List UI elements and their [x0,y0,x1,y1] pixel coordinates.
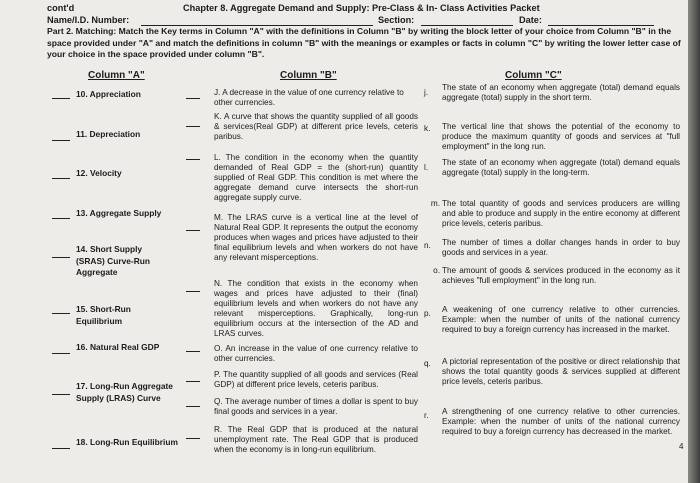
answer-blank-b[interactable] [186,438,200,439]
meaning-8: A pictorial representation of the positive or direct relationship that shows the total quantity goods & services supplied at different price levels, ceteris paribus. [442,357,680,386]
letter-l: l. [424,163,429,172]
term-lras-curve: 17. Long-Run Aggregate Supply (LRAS) Curve [76,381,173,403]
letter-q: q. [424,359,431,368]
answer-blank-a[interactable] [52,257,70,258]
term-depreciation: 11. Depreciation [76,129,141,139]
definition-j-continued: other currencies. [214,98,275,107]
answer-blank-b[interactable] [186,230,200,231]
meaning-9: A strengthening of one currency relative to other currencies. Example: when the number of units of the national currency required to buy a foreign currency has decreased in the market. [442,407,680,436]
answer-blank-b[interactable] [186,406,200,407]
letter-p: p. [424,309,431,318]
meaning-6: The amount of goods & services produced in the economy as it achieves "full employment" in the long run. [442,266,680,285]
answer-blank-b[interactable] [186,159,200,160]
letter-k: k. [424,124,431,133]
letter-o: o. [433,266,440,275]
answer-blank-a[interactable] [52,448,70,449]
page-edge-shadow [688,0,700,483]
term-long-run-equilibrium: 18. Long-Run Equilibrium [76,437,178,447]
column-b-heading: Column "B" [280,70,337,81]
answer-blank-b[interactable] [186,98,200,99]
definition-m: M. The LRAS curve is a vertical line at the level of Natural Real GDP. It represents the output the economy produces when wages and prices have adjusted to their final equilibrium levels and when workers do not have any relevant misperceptions. [214,213,418,262]
definition-q: Q. The average number of times a dollar is spent to buy final goods and services in a year. [214,397,418,416]
term-short-run-equilibrium: 15. Short-Run Equilibrium [76,304,131,326]
answer-blank-a[interactable] [52,353,70,354]
answer-blank-a[interactable] [52,218,70,219]
date-label: Date: [519,15,542,25]
letter-j: j. [424,88,429,97]
meaning-7: A weakening of one currency relative to other currencies. Example: when the number of units of the national currency required to buy a foreign currency has increased in the market. [442,305,680,334]
meaning-1: The state of an economy when aggregate (total) demand equals aggregate (total) supply in the short term. [442,83,680,102]
letter-r: r. [424,411,429,420]
answer-blank-a[interactable] [52,178,70,179]
term-natural-real-gdp: 16. Natural Real GDP [76,342,160,352]
column-c-heading: Column "C" [505,70,562,81]
term-velocity: 12. Velocity [76,168,122,178]
term-aggregate-supply: 13. Aggregate Supply [76,208,162,218]
answer-blank-a[interactable] [52,313,70,314]
contd-label: cont'd [47,3,75,13]
letter-n: n. [424,241,431,250]
meaning-4: The total quantity of goods and services producers are willing and able to produce and supply in the entire economy at different price levels, ceteris paribus. [442,199,680,228]
definition-j: J. A decrease in the value of one currency relative to [214,88,404,97]
page-number: 4 [679,442,684,451]
answer-blank-b[interactable] [186,126,200,127]
instructions: Part 2. Matching: Match the Key terms in Column "A" with the definitions in Column "B" by writing the block letter of your choice from Column "B" in the space provided under "A" and match the definitions in column "B" with the meanings or examples or facts in column "C" by writing the lower letter case of your choice in the space provided under column "B". [47,26,681,60]
meaning-3: The state of an economy when aggregate (total) demand equals aggregate (total) supply in the long-term. [442,158,680,177]
meaning-2: The vertical line that shows the potential of the economy to produce the maximum quantity of goods and services at "full employment" in the long run. [442,122,680,151]
answer-blank-b[interactable] [186,381,200,382]
column-a-heading: Column "A" [88,70,145,81]
page-title: Chapter 8. Aggregate Demand and Supply: Pre-Class & In- Class Activities Packet [183,3,540,13]
term-sras-curve: 14. Short Supply (SRAS) Curve-Run Aggregate [76,244,150,277]
name-label: Name/I.D. Number: [47,15,130,25]
definition-n: N. The condition that exists in the economy when wages and prices have adjusted to their (final) equilibrium levels and when workers do not have any relevant misperceptions. Graphically, long-run equilibrium occurs at the intersection of the AD and LRAS curves. [214,279,418,338]
definition-k: K. A curve that shows the quantity supplied of all goods & services(Real GDP) at different price levels, ceteris paribus. [214,112,418,141]
term-appreciation: 10. Appreciation [76,89,141,99]
meaning-5: The number of times a dollar changes hands in order to buy goods and services in a year. [442,238,680,257]
answer-blank-a[interactable] [52,140,70,141]
definition-l: L. The condition in the economy when the quantity demanded of Real GDP = the (short-run) quantity supplied of Real GDP. This condition is met where the aggregate demand curve intersects the short-run aggregate supply curve. [214,153,418,202]
answer-blank-b[interactable] [186,351,200,352]
answer-blank-b[interactable] [186,291,200,292]
section-label: Section: [378,15,415,25]
definition-o: O. An increase in the value of one currency relative to other currencies. [214,344,418,363]
definition-r: R. The Real GDP that is produced at the natural unemployment rate. The Real GDP that is produced when the economy is in long-run equilibrium. [214,425,418,454]
letter-m: m. [430,199,440,208]
answer-blank-a[interactable] [52,394,70,395]
definition-p: P. The quantity supplied of all goods and services (Real GDP) at different price levels, ceteris paribus. [214,370,418,389]
answer-blank-a[interactable] [52,98,70,99]
